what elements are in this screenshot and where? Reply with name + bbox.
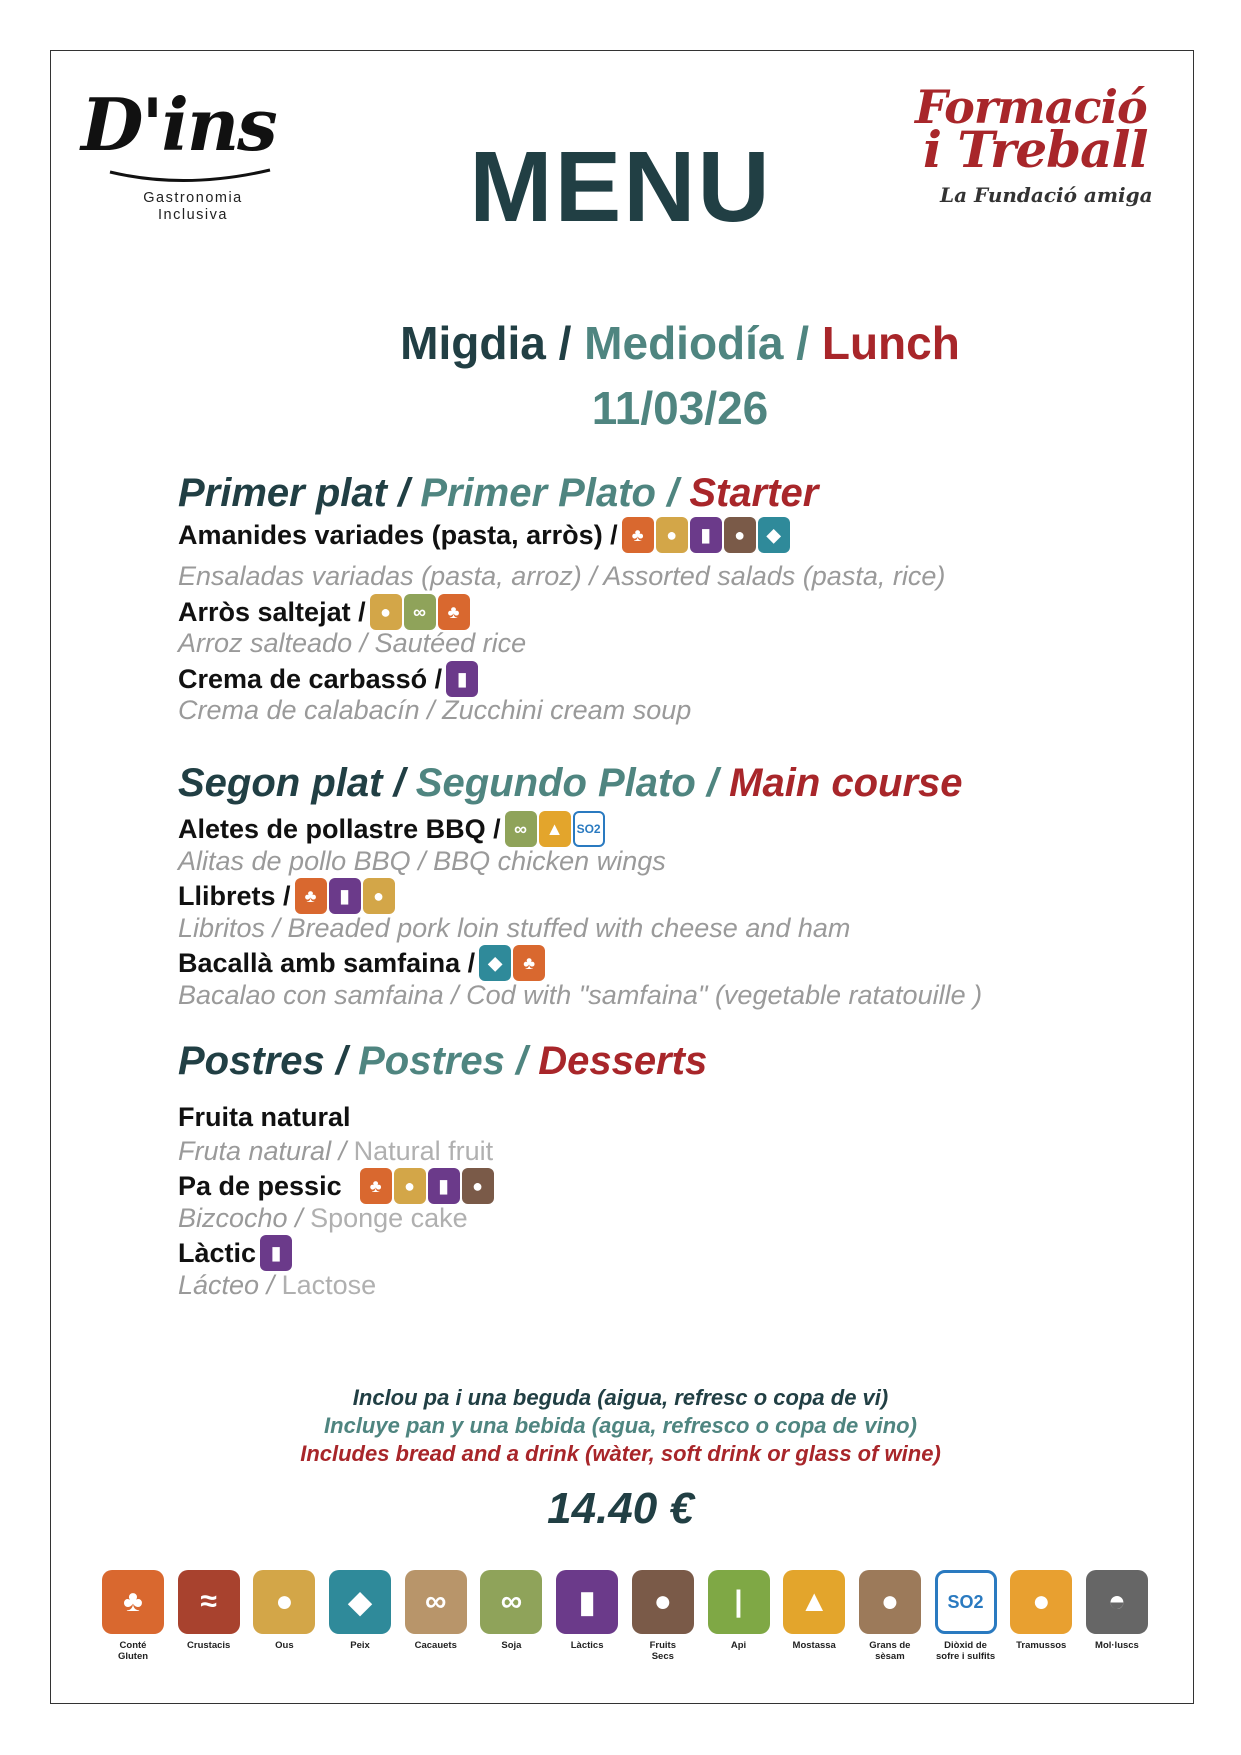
legend-label [869, 1640, 910, 1662]
egg-icon: ● [363, 878, 395, 914]
so2-icon: SO2 [573, 811, 605, 847]
legend-item-peix [327, 1570, 393, 1662]
legend-label-line2: sèsam [875, 1651, 905, 1662]
page-title: MENU [469, 131, 772, 243]
section-first-sep2: / [655, 471, 690, 515]
includes-ca: Inclou pa i una beguda (aigua, refresc o copa de vi) [352, 1385, 889, 1410]
dins-logo-word: D'ins [81, 82, 276, 167]
meal-en: Lunch [821, 317, 960, 369]
trans-sep: / [259, 1270, 282, 1300]
allergen-icons [360, 1168, 494, 1204]
allergen-icons [370, 594, 470, 630]
fish-icon: ◆ [479, 945, 511, 981]
legend-label-line1: Peix [350, 1640, 370, 1651]
fish-icon: ◆ [758, 517, 790, 553]
dish-arros-saltejat [178, 594, 470, 630]
section-desserts [178, 1037, 707, 1085]
wheat-icon: ♣ [622, 517, 654, 553]
egg-icon: ● [394, 1168, 426, 1204]
section-second-sep1: / [382, 761, 416, 805]
dish-name: Amanides variades (pasta, arròs) / [178, 520, 618, 550]
milk-icon: ▮ [446, 661, 478, 697]
legend-label [275, 1640, 293, 1651]
soy-icon: ∞ [404, 594, 436, 630]
trans-es: Fruta natural [178, 1136, 332, 1166]
logo-right-line1: Formació [915, 80, 1147, 134]
legend-label [571, 1640, 604, 1651]
dish-name: Pa de pessic [178, 1171, 342, 1201]
dish-translation: Arroz salteado / Sautéed rice [178, 628, 527, 658]
trans-sep: / [331, 1136, 354, 1166]
section-dessert-sep1: / [324, 1039, 359, 1083]
dish-translation: Bacalao con samfaina / Cod with "samfaina" (vegetable ratatouille ) [178, 980, 983, 1010]
so2-icon: SO2 [935, 1570, 997, 1634]
legend-label-line2: Gluten [117, 1651, 149, 1662]
legend-label [415, 1640, 457, 1651]
legend-label [1016, 1640, 1066, 1651]
section-second-en: Main course [729, 761, 963, 805]
legend-label [936, 1640, 995, 1662]
legend-item-fruits_secs [630, 1570, 696, 1662]
section-first-ca: Primer plat [178, 471, 387, 515]
section-first-es: Primer Plato [420, 471, 656, 515]
legend-label-line1: Làctics [570, 1640, 604, 1651]
logo-right-line2: i Treball [923, 120, 1148, 179]
legend-label-line1: Diòxid de [944, 1640, 987, 1651]
allergen-icons [260, 1235, 292, 1271]
mustard-icon: ▲ [539, 811, 571, 847]
legend-label-line1: Crustacis [187, 1640, 231, 1651]
legend-label [1095, 1640, 1139, 1651]
allergen-icons [295, 878, 395, 914]
legend-item-api [706, 1570, 772, 1662]
section-dessert-sep2: / [504, 1039, 539, 1083]
egg-icon: ● [656, 517, 688, 553]
dish-translation: Crema de calabacín / Zucchini cream soup [178, 695, 692, 725]
milk-icon: ▮ [329, 878, 361, 914]
legend-item-tramussos [1008, 1570, 1074, 1662]
legend-item-crustacis [176, 1570, 242, 1662]
legend-label-line2: Secs [651, 1651, 674, 1662]
legend-item-cacauets [403, 1570, 469, 1662]
nut-icon: ● [462, 1168, 494, 1204]
section-second-sep2: / [695, 761, 730, 805]
nut-icon: ● [632, 1570, 694, 1634]
legend-label [793, 1640, 836, 1651]
dins-logo-sub1: Gastronomia [143, 190, 243, 206]
dish-name: Arròs saltejat / [178, 597, 366, 627]
dish-translation [178, 1135, 493, 1167]
egg-icon: ● [253, 1570, 315, 1634]
milk-icon: ▮ [260, 1235, 292, 1271]
trans-es: Bizcocho [178, 1203, 288, 1233]
legend-item-lactics [554, 1570, 620, 1662]
sesame-icon: ● [859, 1570, 921, 1634]
trans-sep: / [287, 1203, 311, 1233]
dish-translation: Alitas de pollo BBQ / BBQ chicken wings [178, 846, 666, 876]
legend-label-line1: Cacauets [414, 1640, 457, 1651]
dins-logo-sub2: Inclusiva [158, 207, 228, 223]
section-main-course [178, 759, 963, 807]
dish-bacalla-samfaina [178, 945, 545, 981]
dish-name: Llibrets / [178, 881, 291, 911]
trans-en: Lactose [281, 1270, 377, 1300]
soy-icon: ∞ [480, 1570, 542, 1634]
menu-date: 11/03/26 [591, 382, 769, 434]
dish-fruita-natural [178, 1101, 351, 1133]
dish-name: Làctic [178, 1238, 257, 1268]
dish-translation: Libritos / Breaded pork loin stuffed with cheese and ham [178, 913, 851, 943]
legend-label-line1: Api [730, 1640, 747, 1651]
mustard-icon: ▲ [783, 1570, 845, 1634]
meal-es: Mediodía [584, 317, 784, 369]
dish-lactic [178, 1235, 292, 1271]
section-dessert-es: Postres [358, 1039, 505, 1083]
dish-name: Bacallà amb samfaina / [178, 948, 476, 978]
dish-name: Aletes de pollastre BBQ / [178, 814, 501, 844]
legend-item-so2 [933, 1570, 999, 1662]
legend-label-line1: Mol·luscs [1095, 1640, 1139, 1651]
trans-en: Natural fruit [353, 1136, 494, 1166]
legend-item-soja [478, 1570, 544, 1662]
legend-label-line1: Grans de [869, 1640, 911, 1651]
dish-translation [178, 1202, 468, 1234]
logo-right-line3: La Fundació amiga [940, 183, 1153, 207]
nut-icon: ● [724, 517, 756, 553]
meal-sep1: / [545, 317, 585, 369]
peanut-icon: ∞ [405, 1570, 467, 1634]
legend-label [187, 1640, 230, 1651]
soy-icon: ∞ [505, 811, 537, 847]
dish-pa-de-pessic [178, 1168, 494, 1204]
legend-label [650, 1640, 676, 1662]
section-first-en: Starter [689, 471, 819, 515]
dish-aletes-pollastre [178, 811, 605, 847]
legend-label-line1: Tramussos [1016, 1640, 1067, 1651]
legend-label-line1: Conté [119, 1640, 147, 1651]
meal-ca: Migdia [400, 317, 546, 369]
milk-icon: ▮ [428, 1168, 460, 1204]
meal-heading [0, 316, 1241, 370]
legend-label-line1: Ous [275, 1640, 294, 1651]
legend-label [731, 1640, 746, 1651]
legend-item-gluten [100, 1570, 166, 1662]
lupin-icon: ● [1010, 1570, 1072, 1634]
legend-item-molluscs [1084, 1570, 1150, 1662]
section-dessert-ca: Postres [178, 1039, 325, 1083]
dish-translation: Ensaladas variadas (pasta, arroz) / Assorted salads (pasta, rice) [178, 561, 946, 591]
trans-en: Sponge cake [310, 1203, 468, 1233]
shrimp-icon: ≈ [178, 1570, 240, 1634]
legend-item-ous [251, 1570, 317, 1662]
egg-icon: ● [370, 594, 402, 630]
section-second-es: Segundo Plato [415, 761, 696, 805]
legend-label [118, 1640, 148, 1662]
wheat-icon: ♣ [102, 1570, 164, 1634]
legend-label-line2: sofre i sulfits [936, 1651, 996, 1662]
fish-icon: ◆ [329, 1570, 391, 1634]
legend-label-line1: Mostassa [792, 1640, 836, 1651]
legend-label-line1: Soja [501, 1640, 522, 1651]
dish-crema-carbasso [178, 661, 478, 697]
allergen-icons [622, 517, 790, 553]
legend-item-sesam [857, 1570, 923, 1662]
dish-name: Fruita natural [178, 1102, 351, 1132]
wheat-icon: ♣ [438, 594, 470, 630]
section-first-course [178, 469, 818, 517]
section-second-ca: Segon plat [178, 761, 383, 805]
allergen-legend [100, 1570, 1150, 1662]
wheat-icon: ♣ [513, 945, 545, 981]
trans-es: Lácteo [178, 1270, 260, 1300]
allergen-icons [479, 945, 545, 981]
legend-label-line1: Fruits [649, 1640, 676, 1651]
wheat-icon: ♣ [360, 1168, 392, 1204]
dish-amanides [178, 517, 790, 553]
milk-icon: ▮ [556, 1570, 618, 1634]
section-dessert-en: Desserts [538, 1039, 708, 1083]
milk-icon: ▮ [690, 517, 722, 553]
dish-name: Crema de carbassó / [178, 664, 443, 694]
dish-translation [178, 1269, 376, 1301]
section-first-sep1: / [386, 471, 421, 515]
meal-sep2: / [783, 317, 822, 369]
legend-label [350, 1640, 370, 1651]
legend-label [501, 1640, 521, 1651]
allergen-icons [446, 661, 478, 697]
includes-es: Incluye pan y una bebida (agua, refresco o copa de vino) [324, 1413, 917, 1438]
allergen-icons [505, 811, 605, 847]
wheat-icon: ♣ [295, 878, 327, 914]
menu-price: 14.40 € [547, 1484, 694, 1533]
dish-llibrets [178, 878, 395, 914]
shell-icon: ◓ [1086, 1570, 1148, 1634]
celery-icon: | [708, 1570, 770, 1634]
legend-item-mostassa [781, 1570, 847, 1662]
includes-en: Includes bread and a drink (wàter, soft drink or glass of wine) [300, 1441, 941, 1466]
